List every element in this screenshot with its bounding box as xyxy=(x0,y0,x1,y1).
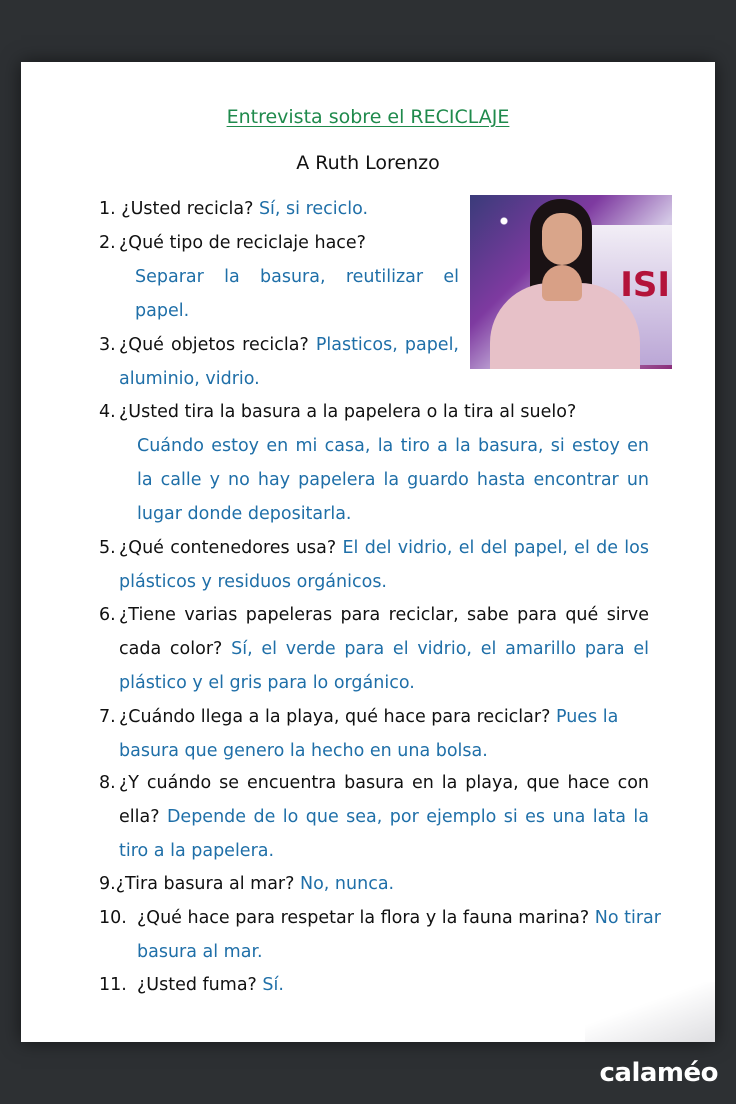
question-number: 3. xyxy=(99,335,116,355)
document-title: Entrevista sobre el RECICLAJE xyxy=(226,106,510,128)
document-subtitle: A Ruth Lorenzo xyxy=(296,152,440,174)
answer-text: Plasticos, papel, aluminio, vidrio. xyxy=(119,335,459,389)
question-item xyxy=(99,766,649,868)
question-item xyxy=(99,192,459,226)
question-item xyxy=(99,328,459,396)
portrait-photo xyxy=(470,195,672,369)
question-number: 8. xyxy=(99,773,116,793)
answer-text: Sí. xyxy=(262,975,284,995)
question-item xyxy=(99,968,649,1002)
question-item xyxy=(99,901,679,969)
question-number: 1. xyxy=(99,199,116,219)
question-number: 5. xyxy=(99,538,116,558)
question-text: ¿Y cuándo se encuentra basura en la playa, que hace con ella? xyxy=(119,773,649,827)
question-text: ¿Qué hace para respetar la flora y la fauna marina? xyxy=(137,908,590,928)
answer-text: Pues la basura que genero la hecho en una bolsa. xyxy=(119,707,619,761)
question-item xyxy=(99,395,649,531)
answer-text: No, nunca. xyxy=(300,874,395,894)
question-item xyxy=(99,867,649,901)
question-item xyxy=(99,700,649,768)
question-number: 2. xyxy=(99,233,116,253)
question-number: 6. xyxy=(99,605,116,625)
question-text: ¿Tiene varias papeleras para reciclar, sabe para qué sirve cada color? xyxy=(119,605,649,659)
answer-text: Sí, el verde para el vidrio, el amarillo para el plástico y el gris para lo orgánico. xyxy=(119,639,649,693)
question-text: ¿Qué objetos recicla? xyxy=(119,335,309,355)
question-number: 10. xyxy=(99,908,127,928)
question-text: ¿Cuándo llega a la playa, qué hace para reciclar? xyxy=(119,707,551,727)
calameo-logo[interactable]: calaméo xyxy=(599,1058,718,1088)
question-text: ¿Usted fuma? xyxy=(137,975,257,995)
question-number: 7. xyxy=(99,707,116,727)
page-curl xyxy=(585,982,715,1042)
answer-text: Separar la basura, reutilizar el papel. xyxy=(135,267,459,321)
answer-text: Cuándo estoy en mi casa, la tiro a la basura, si estoy en la calle y no hay papelera la guardo hasta encontrar un lugar donde depositarla. xyxy=(137,436,649,524)
answer-text: No tirar basura al mar. xyxy=(137,908,661,962)
answer-text: Sí, si reciclo. xyxy=(258,199,369,219)
answer-text: Depende de lo que sea, por ejemplo si es una lata la tiro a la papelera. xyxy=(119,807,649,861)
question-text: ¿Usted tira la basura a la papelera o la tira al suelo? xyxy=(119,402,577,422)
photo-sign-text: ISI xyxy=(620,265,670,305)
question-item xyxy=(99,531,649,599)
question-item xyxy=(99,226,459,328)
question-number: 9. xyxy=(99,874,116,894)
question-number: 4. xyxy=(99,402,116,422)
question-text: ¿Usted recicla? xyxy=(121,199,254,219)
question-item xyxy=(99,598,649,700)
answer-text: El del vidrio, el del papel, el de los plásticos y residuos orgánicos. xyxy=(119,538,649,592)
question-text: ¿Tira basura al mar? xyxy=(115,874,295,894)
question-text: ¿Qué tipo de reciclaje hace? xyxy=(119,233,366,253)
question-number: 11. xyxy=(99,975,127,995)
question-text: ¿Qué contenedores usa? xyxy=(119,538,337,558)
document-page xyxy=(21,62,715,1042)
